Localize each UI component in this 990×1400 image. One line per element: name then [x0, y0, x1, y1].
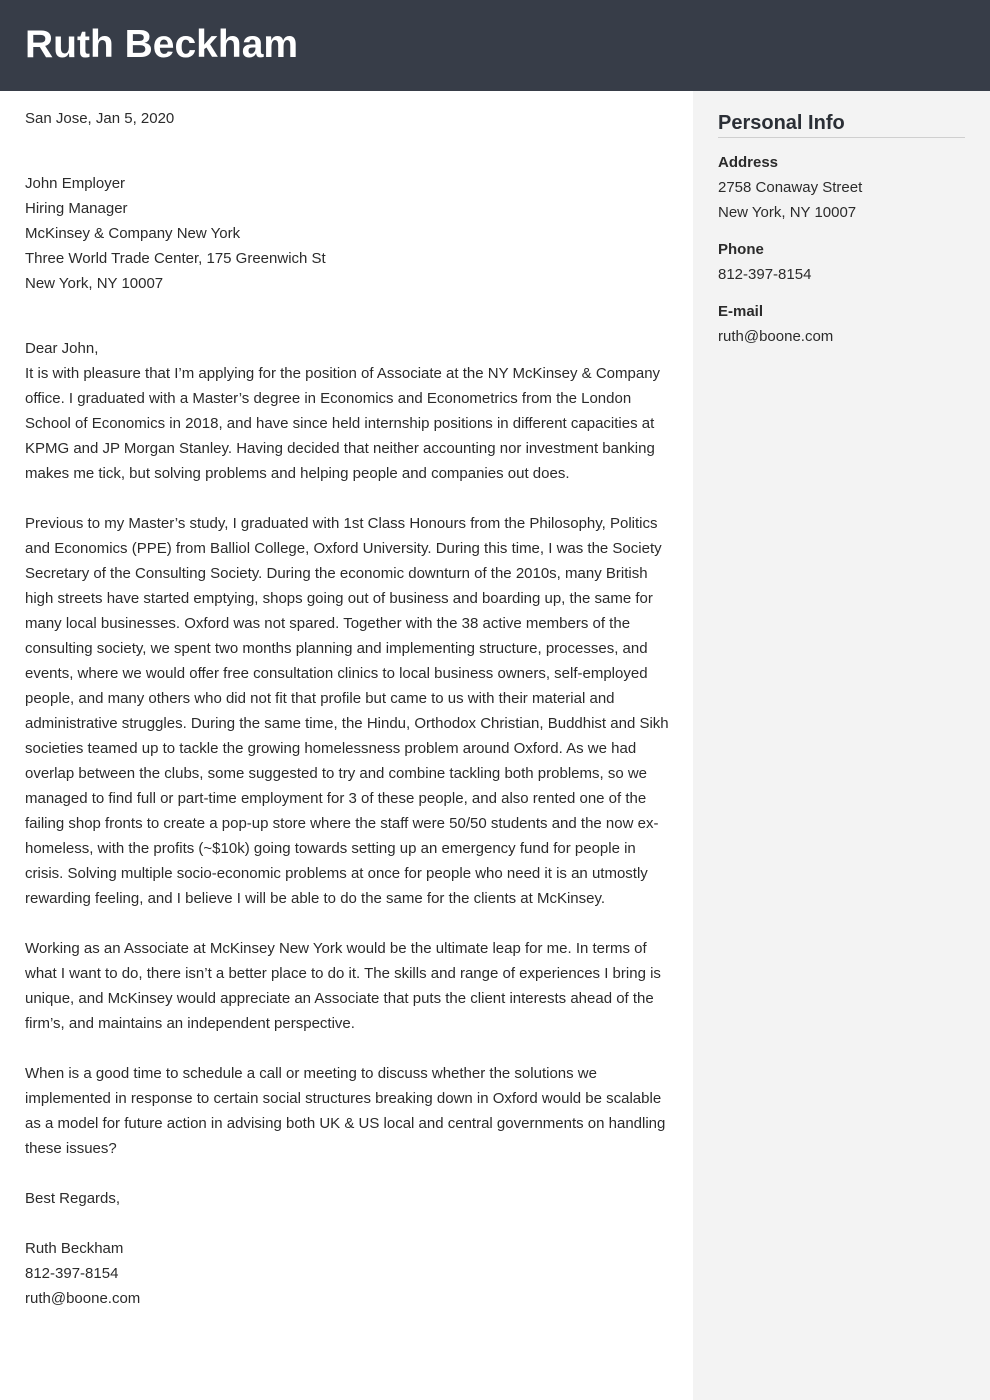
signature-email: ruth@boone.com [25, 1290, 141, 1307]
body-paragraph: Working as an Associate at McKinsey New York would be the ultimate leap for me. In terms of what I want to do, there isn’t a better place to do it. The skills and range of experiences I bring is unique, and McKinsey would appreciate an Associate that puts the client interests ahead of the firm’s, and maintains an independent perspective. [25, 940, 661, 1032]
signature-block [25, 1236, 670, 1311]
phone-section [718, 237, 965, 287]
signature-phone: 812-397-8154 [25, 1265, 119, 1282]
sidebar [693, 91, 990, 1400]
address-line: New York, NY 10007 [718, 204, 857, 221]
address-label: Address [718, 154, 779, 171]
sidebar-title: Personal Info [718, 110, 965, 138]
address-line: 2758 Conaway Street [718, 179, 863, 196]
recipient-city: New York, NY 10007 [25, 275, 164, 292]
body-paragraph: Previous to my Master’s study, I graduated with 1st Class Honours from the Philosophy, Politics and Economics (PPE) from Balliol College, Oxford University. During this time, I was the Society Secretary of the Consulting Society. During the economic downturn of the 2010s, many British high streets have started emptying, shops going out of business and boarding up, the same for many local businesses. Oxford was not spared. Together with the 38 active members of the consulting society, we spent two months planning and implementing structure, processes, and events, where we would offer free consultation clinics to local business owners, self-employed people, and many others who did not fit that profile but came to us with their material and administrative struggles. During the same time, the Hindu, Orthodox Christian, Buddhist and Sikh societies teamed up to tackle the growing homelessness problem around Oxford. As we had overlap between the clubs, some suggested to try and combine tackling both problems, so we managed to find full or part-time employment for 3 of these people, and also rented one of the failing shop fronts to create a pop-up store where the staff were 50/50 students and the now ex-homeless, with the profits (~$10k) going towards setting up an emergency fund for people in crisis. Solving multiple socio-economic problems at once for people who need it is an utmostly rewarding feeling, and I believe I will be able to do the same for the clients at McKinsey. [25, 515, 669, 907]
address-section [718, 150, 965, 225]
signature-name: Ruth Beckham [25, 1240, 124, 1257]
recipient-company: McKinsey & Company New York [25, 225, 241, 242]
body-paragraph: When is a good time to schedule a call or meeting to discuss whether the solutions we implemented in response to certain social structures breaking down in Oxford would be scalable as a model for future action in advising both UK & US local and central governments on handling these issues? [25, 1065, 666, 1157]
letter-body [25, 106, 670, 1311]
recipient-block [25, 171, 670, 296]
header-bar [0, 0, 990, 91]
body-paragraph: It is with pleasure that I’m applying for the position of Associate at the NY McKinsey & Company office. I graduated with a Master’s degree in Economics and Econometrics from the London School of Economics in 2018, and have since held internship positions in different capacities at KPMG and JP Morgan Stanley. Having decided that neither accounting nor investment banking makes me tick, but solving problems and helping people and companies out does. [25, 365, 661, 482]
email-label: E-mail [718, 303, 764, 320]
recipient-street: Three World Trade Center, 175 Greenwich St [25, 250, 326, 267]
email-section [718, 299, 965, 349]
closing: Best Regards, [25, 1190, 121, 1207]
recipient-title: Hiring Manager [25, 200, 128, 217]
phone-value: 812-397-8154 [718, 266, 812, 283]
email-value: ruth@boone.com [718, 328, 834, 345]
phone-label: Phone [718, 241, 764, 258]
salutation: Dear John, [25, 340, 99, 357]
date-line: San Jose, Jan 5, 2020 [25, 110, 175, 127]
recipient-name: John Employer [25, 175, 126, 192]
applicant-name: Ruth Beckham [25, 23, 299, 66]
